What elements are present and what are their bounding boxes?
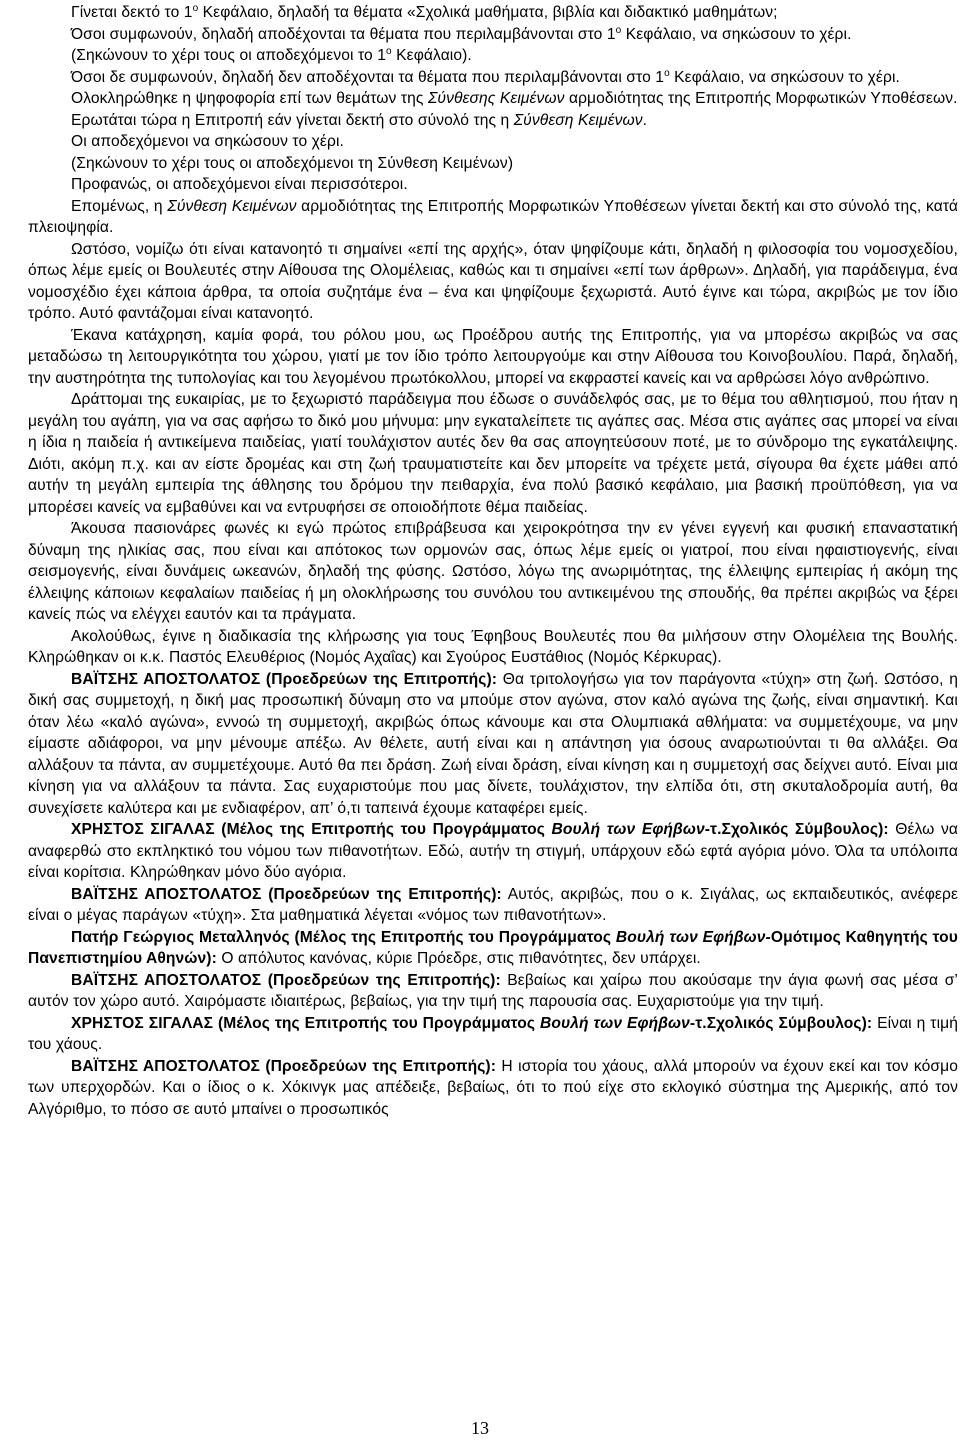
text-run: Βουλή των Εφήβων <box>539 1014 690 1032</box>
paragraph <box>28 1056 958 1121</box>
text-run: Όσοι συμφωνούν, δηλαδή αποδέχονται τα θέματα που περιλαμβάνονται στο 1 <box>71 25 616 43</box>
text-run: Έκανα κατάχρηση, καμία φορά, του ρόλου μου, ως Προέδρου αυτής της Επιτροπής, για να μπορέσω ακριβώς να σας μεταδώσω τη λειτουργικότητα του χώρου, γιατί με τον ίδιο τρόπο λειτουργούμε και στην Αίθουσα του Κοινοβουλίου. Παρά, δηλαδή, την αυστηρότητα της τυπολογίας και του λεγομένου πρωτόκολλου, μπορεί να εκφραστεί κανείς και να αρθρώσει λόγο ανθρώπινο. <box>28 326 958 387</box>
paragraph <box>28 131 958 153</box>
text-run: Βεβαίως και χαίρω που ακούσαμε την άγια φωνή σας μέσα σ’ αυτόν τον χώρο αυτό. Χαιρόμαστε ιδιαιτέρως, βεβαίως, για την τιμή της παρουσία σας. Ευχαριστούμε για την τιμή. <box>28 971 958 1010</box>
paragraph <box>28 518 958 626</box>
paragraph <box>28 970 958 1013</box>
text-run: Ερωτάται τώρα η Επιτροπή εάν γίνεται δεκτή στο σύνολό της η <box>71 111 514 129</box>
text-run: Γίνεται δεκτό το 1 <box>71 4 193 21</box>
paragraph <box>28 110 958 132</box>
text-run: Θα τριτολογήσω για τον παράγοντα «τύχη» στη ζωή. Ωστόσο, η δική σας συμμετοχή, η δική μας προσωπική δύναμη στο να μπούμε στον αγώνα, στον καλό αγώνα της ζωής, είναι σημαντική. Και όταν λέω «καλό αγώνα», εννοώ τη συμμετοχή, ακριβώς όπως κάνουμε και στα Ολυμπιακά αθλήματα: να συμμετέχουμε, να μην είμαστε αδιάφοροι, να μην μένουμε απέξω. Αν θέλετε, αυτή είναι και η απάντηση για όσους αναρωτιούνται τι θα αλλάξει. Θα αλλάξουν τα πάντα, αν συμμετέχουμε. Αυτό θα πει δράση. Ζωή είναι δράση, είναι κίνηση και η συμμετοχή σας δείχνει αυτό. Είναι μια κίνηση για να αλλάξουν τα πάντα. Σας ευχαριστούμε που μας δίνετε, τουλάχιστον, την ελπίδα ότι, στη σκυταλοδρομία αυτή, θα συνεχίσετε καλύτερα και με ενδιαφέρον, απ’ ό,τι ταπεινά έχουμε καταφέρει εμείς. <box>28 670 958 817</box>
paragraph <box>28 88 958 110</box>
paragraph <box>28 196 958 239</box>
text-run: ΒΑΪΤΣΗΣ ΑΠΟΣΤΟΛΑΤΟΣ (Προεδρεύων της Επιτροπής): <box>71 971 501 989</box>
text-run: Θέλω να αναφερθώ στο εκπληκτικό του νόμου των πιθανοτήτων. Εδώ, αυτήν τη στιγμή, υπάρχουν εδώ εφτά αγόρια μόνο. Όλα τα υπόλοιπα είναι κορίτσια. Κληρώθηκαν μόνο δύο αγόρια. <box>28 821 959 881</box>
paragraph <box>28 24 958 46</box>
paragraph <box>28 45 958 67</box>
text-run: Ομότιμος Καθηγητής του Πανεπιστημίου Αθηνών): <box>28 928 958 967</box>
text-run: (Σηκώνουν το χέρι τους οι αποδεχόμενοι τη Σύνθεση Κειμένων) <box>71 154 514 172</box>
text-run: ΧΡΗΣΤΟΣ ΣΙΓΑΛΑΣ (Μέλος της Επιτροπής του Προγράμματος <box>71 1014 540 1032</box>
text-run-bold <box>540 1015 690 1032</box>
paragraph <box>28 884 958 927</box>
text-run: Όσοι δε συμφωνούν, δηλαδή δεν αποδέχονται τα θέματα που περιλαμβάνονται στο 1 <box>71 68 665 86</box>
text-run-bold <box>616 929 771 946</box>
text-run: Αυτός, ακριβώς, που ο κ. Σιγάλας, ως εκπαιδευτικός, ανέφερε είναι ο μέγας παράγων «τύχη». Στα μαθηματικά λέγεται «νόμος των πιθανοτήτων». <box>28 885 958 924</box>
page-number: 13 <box>471 1418 489 1438</box>
text-run: Κεφάλαιο, να σηκώσουν το χέρι. <box>621 25 852 43</box>
paragraph <box>28 927 958 970</box>
paragraph <box>28 819 958 884</box>
paragraph <box>28 325 958 390</box>
text-run: Ολοκληρώθηκε η ψηφοφορία επί των θεμάτων της <box>71 90 428 107</box>
text-run-bold <box>551 821 704 838</box>
text-run: Επομένως, η <box>71 197 168 215</box>
paragraph <box>28 669 958 820</box>
text-run: Πατήρ Γεώργιος Μεταλληνός (Μέλος της Επιτροπής του Προγράμματος <box>71 928 616 946</box>
text-run: ο <box>386 46 392 57</box>
text-run: ΒΑΪΤΣΗΣ ΑΠΟΣΤΟΛΑΤΟΣ (Προεδρεύων της Επιτροπής): <box>71 885 502 903</box>
text-run: Δράττομαι της ευκαιρίας, με το ξεχωριστό παράδειγμα που έδωσε ο συνάδελφός σας, με το θέμα του αθλητισμού, που ήταν η μεγάλη του αγάπη, για να σας αφήσω το δικό μου μήνυμα: μην εγκαταλείπετε τις αγάπες σας. Μέσα στις αγάπες σας μπορεί να είναι η ίδια η παιδεία ή αντικείμενα παιδείας, γιατί τουλάχιστον αυτές δεν θα σας απογητεύσουν ποτέ, με το σύνδρομο της εγκατάλειψης. Διότι, ακόμη π.χ. και αν είστε δρομέας και στη ζωή τραυματιστείτε και δεν μπορείτε να τρέχετε μετά, σίγουρα θα έχετε μάθει από αυτήν τη μεγάλη εμπειρία της άθλησης του δρόμου την πειθαρχία, ένα πολύ βασικό κεφάλαιο, μια βασική προϋπόθεση, για να μπορέσει κανείς να εμβαθύνει και να εντρυφήσει σε οποιοδήποτε θέμα παιδείας. <box>28 391 958 516</box>
paragraph <box>28 626 958 669</box>
text-run: ΧΡΗΣΤΟΣ ΣΙΓΑΛΑΣ (Μέλος της Επιτροπής του Προγράμματος <box>71 821 552 838</box>
text-run: Σύνθεσης Κειμένων <box>427 90 565 107</box>
text-run: Άκουσα πασιονάρες φωνές κι εγώ πρώτος επιβράβευσα και χειροκρότησα την εν γένει εγγενή και φυσική επαναστατική δύναμη της ηλικίας σας, που είναι και απότοκος των ορμονών σας, όπως λέμε εμείς οι γιατροί, που είναι ηφαιστιογενής, είναι σεισμογενής, είναι δυνάμεις ωκεανών, δηλαδή της φύσης. Ωστόσο, λόγω της ανωριμότητας, της έλλειψης εμπειρίας ή ακόμη της έλλειψης κάποιων κεφαλαίων παιδείας ή μη ολοκλήρωσης του συνόλου του αντικειμένου της σπουδής, θα πρέπει ακριβώς να ξέρει κανείς πώς να ελέγχει εαυτόν και τα πράγματα. <box>28 520 958 623</box>
text-run: -τ.Σχολικός Σύμβουλος): <box>689 1014 873 1032</box>
text-run: . <box>642 111 648 129</box>
text-run: Κεφάλαιο, δηλαδή τα θέματα «Σχολικά μαθήματα, βιβλία και διδακτικό μαθημάτων; <box>198 4 778 21</box>
text-run: Η ιστορία του χάους, αλλά μπορούν να έχουν εκεί και τον κόσμο των υπερχορδών. Και ο ίδιος ο κ. Χόκινγκ μας απέδειξε, βεβαίως, ότι το πού είχε στο εκλογικό σύστημα της Αμερικής, από τον Αλγόριθμο, το πόσο σε αυτό μπαίνει ο προσωπικός <box>28 1057 958 1118</box>
text-run: Κεφάλαιο). <box>391 47 472 64</box>
paragraph <box>28 67 958 89</box>
text-run: ο <box>664 67 670 79</box>
text-run: Είναι η τιμή του χάους. <box>28 1014 958 1053</box>
text-run: -τ.Σχολικός Σύμβουλος): <box>704 821 889 838</box>
text-run: ο <box>615 24 622 36</box>
text-run: Ο απόλυτος κανόνας, κύριε Πρόεδρε, στις πιθανότητες, δεν υπάρχει. <box>216 950 701 967</box>
text-run: αρμοδιότητας της Επιτροπής Μορφωτικών Υποθέσεων. <box>564 90 958 107</box>
paragraph <box>28 2 958 24</box>
document-body <box>28 2 958 1120</box>
text-run: Οι αποδεχόμενοι να σηκώσουν το χέρι. <box>71 133 344 150</box>
text-run: Προφανώς, οι αποδεχόμενοι είναι περισσότεροι. <box>71 176 408 193</box>
text-run: Σύνθεση Κειμένων <box>167 197 297 215</box>
text-run: αρμοδιότητας της Επιτροπής Μορφωτικών Υποθέσεων γίνεται δεκτή και στο σύνολό της, κατά πλειοψηφία. <box>28 197 959 236</box>
text-run: ΒΑΪΤΣΗΣ ΑΠΟΣΤΟΛΑΤΟΣ (Προεδρεύων της Επιτροπής): <box>71 670 498 688</box>
text-run: Ακολούθως, έγινε η διαδικασία της κλήρωσης για τους Έφηβους Βουλευτές που θα μιλήσουν στην Ολομέλεια της Βουλής. Κληρώθηκαν οι κ.κ. Παστός Ελευθέριος (Νομός Αχαΐας) και Σγούρος Ευστάθιος (Νομός Κέρκυρας). <box>28 627 958 666</box>
paragraph <box>28 174 958 196</box>
paragraph <box>28 389 958 518</box>
text-run: (Σηκώνουν το χέρι τους οι αποδεχόμενοι το 1 <box>71 47 387 64</box>
paragraph <box>28 1013 958 1056</box>
text-run: Ωστόσο, νομίζω ότι είναι κατανοητό τι σημαίνει «επί της αρχής», όταν ψηφίζουμε κάτι, δηλαδή η φιλοσοφία του νομοσχεδίου, όπως λέμε εμείς οι Βουλευτές στην Αίθουσα της Ολομέλειας, καθώς και τι σημαίνει «επί των άρθρων». Δηλαδή, για παράδειγμα, ένα νομοσχέδιο έχει κάποια άρθρα, τα οποία συζητάμε ένα – ένα και ψηφίζουμε ξεχωριστά. Αυτό έγινε και τώρα, ακριβώς με τον ίδιο τρόπο. Αυτό φαντάζομαι είναι κατανοητό. <box>28 240 958 322</box>
text-run: ο <box>192 3 199 14</box>
text-run: ΒΑΪΤΣΗΣ ΑΠΟΣΤΟΛΑΤΟΣ (Προεδρεύων της Επιτροπής): <box>71 1057 497 1075</box>
text-run: Σύνθεση Κειμένων <box>513 111 643 129</box>
text-run: Κεφάλαιο, να σηκώσουν το χέρι. <box>669 68 900 86</box>
paragraph <box>28 153 958 175</box>
text-run: Βουλή των Εφήβων- <box>615 928 771 946</box>
text-run: Βουλή των Εφήβων <box>551 821 705 838</box>
paragraph <box>28 239 958 325</box>
